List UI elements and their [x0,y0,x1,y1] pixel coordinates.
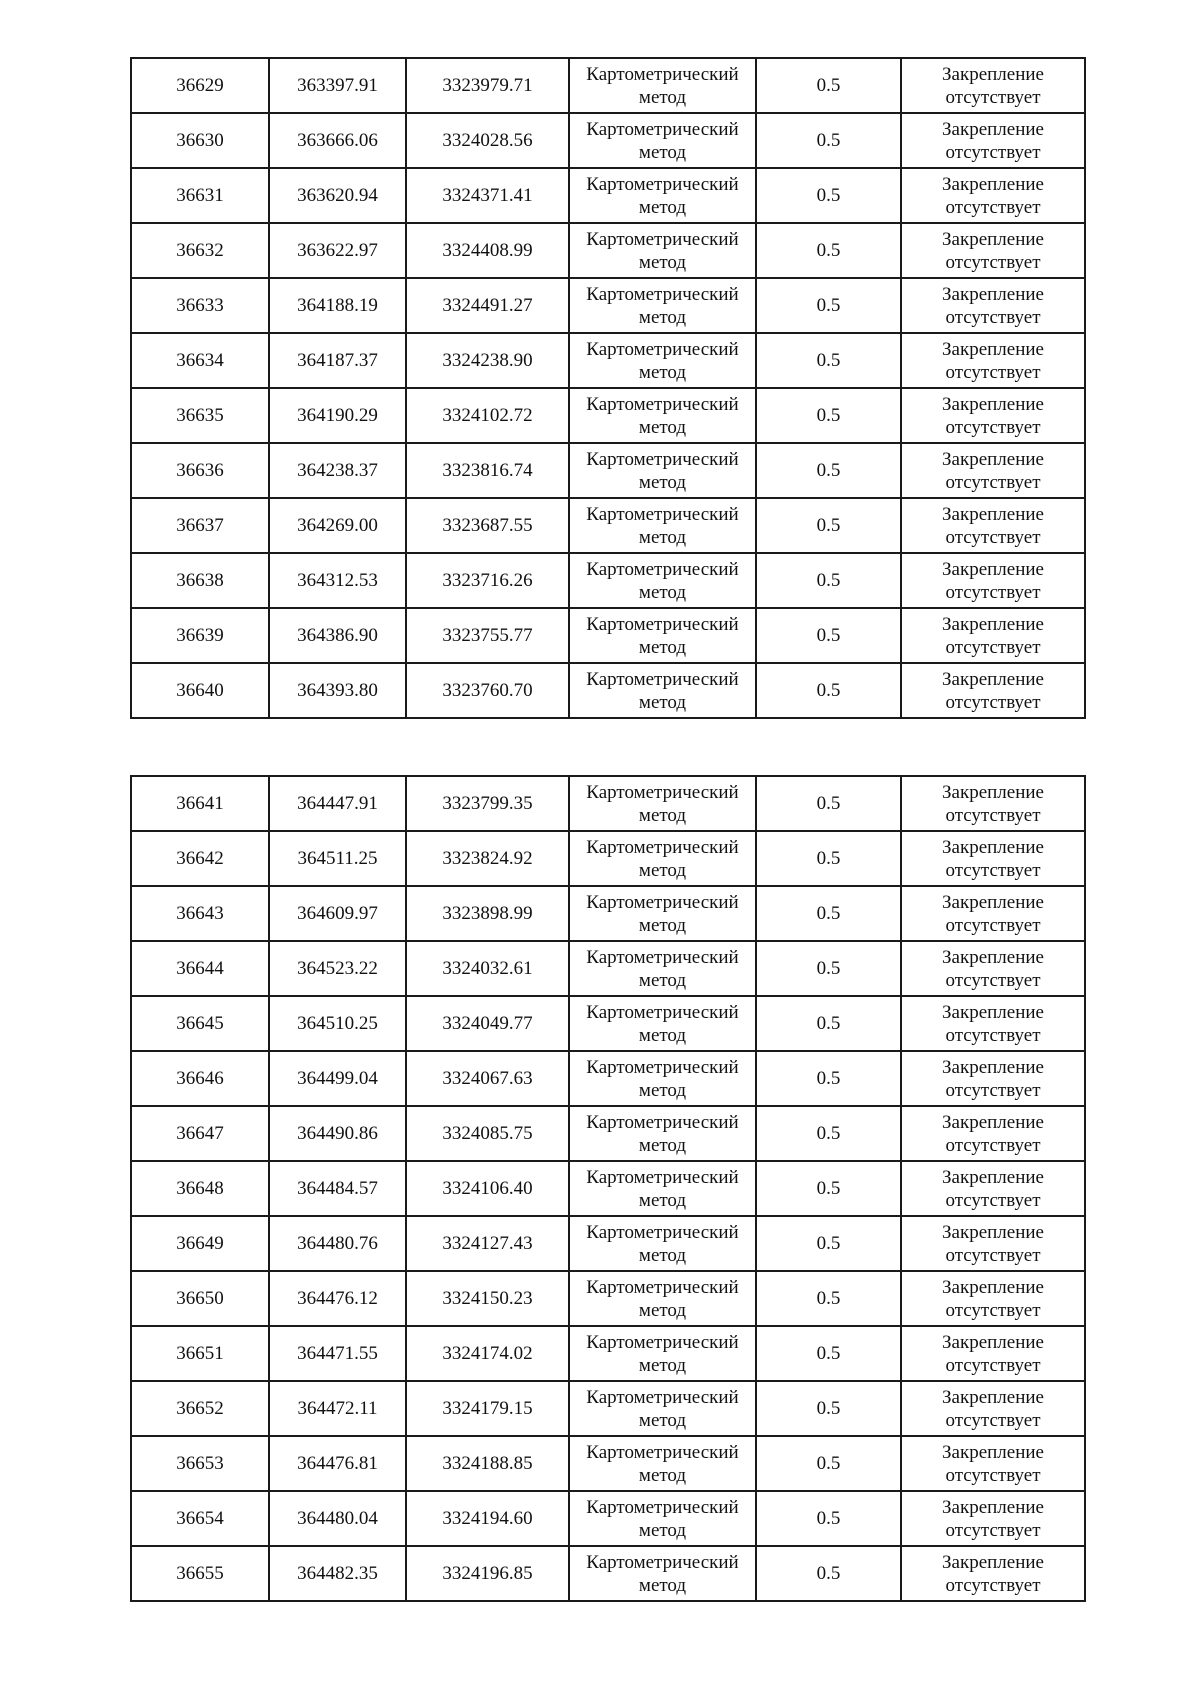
method-cell-line: Картометрический [586,283,739,305]
y-coordinate-cell: 3324194.60 [406,1491,569,1546]
method-cell-line: метод [638,306,687,328]
accuracy-cell: 0.5 [756,1271,901,1326]
mark-description-cell [901,278,1085,333]
accuracy-cell: 0.5 [756,1106,901,1161]
accuracy-cell: 0.5 [756,1161,901,1216]
method-cell-line: метод [638,1134,687,1156]
x-coordinate-cell: 363620.94 [269,168,406,223]
mark-description-cell-line: отсутствует [945,86,1041,108]
y-coordinate-cell: 3323898.99 [406,886,569,941]
method-cell-line: Картометрический [586,1441,739,1463]
point-number-cell: 36653 [131,1436,269,1491]
point-number-cell: 36649 [131,1216,269,1271]
method-cell-line: метод [638,361,687,383]
mark-description-cell [901,1546,1085,1601]
mark-description-cell-line: Закрепление [942,118,1044,140]
method-cell-line: Картометрический [586,668,739,690]
method-cell-line: Картометрический [586,63,739,85]
y-coordinate-cell: 3323816.74 [406,443,569,498]
method-cell-line: метод [638,859,687,881]
mark-description-cell [901,223,1085,278]
mark-description-cell [901,498,1085,553]
method-cell [569,1161,756,1216]
method-cell-line: Картометрический [586,503,739,525]
method-cell-line: метод [638,691,687,713]
y-coordinate-cell: 3323979.71 [406,58,569,113]
method-cell [569,168,756,223]
mark-description-cell [901,1326,1085,1381]
mark-description-cell-line: Закрепление [942,1331,1044,1353]
method-cell-line: метод [638,804,687,826]
mark-description-cell [901,941,1085,996]
y-coordinate-cell: 3324491.27 [406,278,569,333]
table-row [131,608,1085,663]
method-cell-line: Картометрический [586,1331,739,1353]
mark-description-cell [901,553,1085,608]
coordinates-table-1 [130,57,1086,719]
method-cell-line: Картометрический [586,1276,739,1298]
y-coordinate-cell: 3323716.26 [406,553,569,608]
mark-description-cell-line: отсутствует [945,251,1041,273]
mark-description-cell-line: отсутствует [945,141,1041,163]
mark-description-cell-line: Закрепление [942,558,1044,580]
y-coordinate-cell: 3324028.56 [406,113,569,168]
method-cell-line: метод [638,526,687,548]
table-row [131,776,1085,831]
method-cell [569,58,756,113]
method-cell [569,333,756,388]
method-cell-line: метод [638,1519,687,1541]
table-row [131,941,1085,996]
table-row [131,443,1085,498]
accuracy-cell: 0.5 [756,1216,901,1271]
mark-description-cell [901,1381,1085,1436]
method-cell-line: Картометрический [586,228,739,250]
mark-description-cell-line: отсутствует [945,1519,1041,1541]
table-row [131,1216,1085,1271]
method-cell [569,113,756,168]
method-cell-line: метод [638,86,687,108]
mark-description-cell-line: Закрепление [942,946,1044,968]
point-number-cell: 36643 [131,886,269,941]
method-cell-line: Картометрический [586,1551,739,1573]
method-cell [569,553,756,608]
method-cell-line: метод [638,416,687,438]
mark-description-cell-line: Закрепление [942,1496,1044,1518]
method-cell-line: метод [638,1244,687,1266]
table-row [131,1381,1085,1436]
point-number-cell: 36645 [131,996,269,1051]
y-coordinate-cell: 3324188.85 [406,1436,569,1491]
accuracy-cell: 0.5 [756,58,901,113]
accuracy-cell: 0.5 [756,1051,901,1106]
table-row [131,996,1085,1051]
mark-description-cell-line: отсутствует [945,1409,1041,1431]
mark-description-cell [901,886,1085,941]
method-cell [569,663,756,718]
method-cell-line: Картометрический [586,1166,739,1188]
method-cell-line: метод [638,251,687,273]
method-cell [569,1271,756,1326]
accuracy-cell: 0.5 [756,168,901,223]
table-row [131,663,1085,718]
y-coordinate-cell: 3323799.35 [406,776,569,831]
mark-description-cell-line: Закрепление [942,228,1044,250]
mark-description-cell-line: Закрепление [942,1386,1044,1408]
y-coordinate-cell: 3324238.90 [406,333,569,388]
y-coordinate-cell: 3324102.72 [406,388,569,443]
method-cell-line: метод [638,1464,687,1486]
y-coordinate-cell: 3324049.77 [406,996,569,1051]
y-coordinate-cell: 3324067.63 [406,1051,569,1106]
method-cell [569,1546,756,1601]
point-number-cell: 36647 [131,1106,269,1161]
mark-description-cell-line: отсутствует [945,1189,1041,1211]
mark-description-cell-line: Закрепление [942,613,1044,635]
point-number-cell: 36634 [131,333,269,388]
point-number-cell: 36629 [131,58,269,113]
x-coordinate-cell: 364187.37 [269,333,406,388]
point-number-cell: 36644 [131,941,269,996]
accuracy-cell: 0.5 [756,1326,901,1381]
mark-description-cell-line: отсутствует [945,1134,1041,1156]
method-cell-line: Картометрический [586,613,739,635]
mark-description-cell-line: Закрепление [942,781,1044,803]
method-cell-line: Картометрический [586,1221,739,1243]
mark-description-cell-line: Закрепление [942,1166,1044,1188]
mark-description-cell-line: отсутствует [945,691,1041,713]
x-coordinate-cell: 364476.12 [269,1271,406,1326]
mark-description-cell-line: отсутствует [945,636,1041,658]
method-cell-line: Картометрический [586,448,739,470]
mark-description-cell-line: Закрепление [942,283,1044,305]
mark-description-cell-line: отсутствует [945,1574,1041,1596]
mark-description-cell-line: отсутствует [945,581,1041,603]
point-number-cell: 36640 [131,663,269,718]
y-coordinate-cell: 3324106.40 [406,1161,569,1216]
mark-description-cell-line: отсутствует [945,1354,1041,1376]
x-coordinate-cell: 364312.53 [269,553,406,608]
table-row [131,886,1085,941]
mark-description-cell-line: Закрепление [942,1111,1044,1133]
point-number-cell: 36630 [131,113,269,168]
y-coordinate-cell: 3324179.15 [406,1381,569,1436]
method-cell-line: Картометрический [586,1001,739,1023]
mark-description-cell-line: отсутствует [945,306,1041,328]
y-coordinate-cell: 3324371.41 [406,168,569,223]
table-row [131,831,1085,886]
mark-description-cell [901,58,1085,113]
accuracy-cell: 0.5 [756,941,901,996]
method-cell-line: метод [638,1299,687,1321]
accuracy-cell: 0.5 [756,278,901,333]
y-coordinate-cell: 3324174.02 [406,1326,569,1381]
table-row [131,1271,1085,1326]
x-coordinate-cell: 364484.57 [269,1161,406,1216]
mark-description-cell [901,113,1085,168]
mark-description-cell-line: Закрепление [942,836,1044,858]
y-coordinate-cell: 3323755.77 [406,608,569,663]
method-cell [569,223,756,278]
mark-description-cell-line: отсутствует [945,1024,1041,1046]
method-cell [569,831,756,886]
mark-description-cell-line: отсутствует [945,361,1041,383]
method-cell-line: метод [638,141,687,163]
mark-description-cell [901,1051,1085,1106]
y-coordinate-cell: 3323760.70 [406,663,569,718]
point-number-cell: 36652 [131,1381,269,1436]
mark-description-cell-line: Закрепление [942,1441,1044,1463]
x-coordinate-cell: 364447.91 [269,776,406,831]
method-cell [569,1326,756,1381]
mark-description-cell-line: Закрепление [942,1056,1044,1078]
point-number-cell: 36632 [131,223,269,278]
method-cell [569,886,756,941]
x-coordinate-cell: 364472.11 [269,1381,406,1436]
mark-description-cell [901,831,1085,886]
table-row [131,168,1085,223]
x-coordinate-cell: 364476.81 [269,1436,406,1491]
method-cell-line: метод [638,1574,687,1596]
method-cell [569,498,756,553]
mark-description-cell [901,996,1085,1051]
mark-description-cell-line: Закрепление [942,891,1044,913]
method-cell-line: метод [638,471,687,493]
point-number-cell: 36642 [131,831,269,886]
point-number-cell: 36633 [131,278,269,333]
table-row [131,388,1085,443]
mark-description-cell-line: Закрепление [942,503,1044,525]
mark-description-cell-line: отсутствует [945,1244,1041,1266]
mark-description-cell [901,1436,1085,1491]
x-coordinate-cell: 364269.00 [269,498,406,553]
table-row [131,1491,1085,1546]
accuracy-cell: 0.5 [756,223,901,278]
coordinates-table-2 [130,775,1086,1602]
x-coordinate-cell: 364510.25 [269,996,406,1051]
accuracy-cell: 0.5 [756,1491,901,1546]
mark-description-cell [901,1271,1085,1326]
method-cell [569,996,756,1051]
method-cell-line: метод [638,914,687,936]
method-cell-line: Картометрический [586,781,739,803]
accuracy-cell: 0.5 [756,443,901,498]
mark-description-cell-line: Закрепление [942,393,1044,415]
x-coordinate-cell: 364393.80 [269,663,406,718]
mark-description-cell [901,443,1085,498]
method-cell-line: Картометрический [586,946,739,968]
accuracy-cell: 0.5 [756,996,901,1051]
accuracy-cell: 0.5 [756,663,901,718]
table-row [131,553,1085,608]
x-coordinate-cell: 363622.97 [269,223,406,278]
mark-description-cell [901,608,1085,663]
point-number-cell: 36635 [131,388,269,443]
mark-description-cell [901,1491,1085,1546]
method-cell [569,278,756,333]
method-cell-line: метод [638,581,687,603]
x-coordinate-cell: 364238.37 [269,443,406,498]
point-number-cell: 36651 [131,1326,269,1381]
mark-description-cell-line: Закрепление [942,668,1044,690]
method-cell-line: Картометрический [586,558,739,580]
x-coordinate-cell: 364471.55 [269,1326,406,1381]
y-coordinate-cell: 3323687.55 [406,498,569,553]
mark-description-cell-line: отсутствует [945,1299,1041,1321]
mark-description-cell [901,333,1085,388]
table-row [131,1161,1085,1216]
mark-description-cell-line: отсутствует [945,914,1041,936]
mark-description-cell-line: Закрепление [942,173,1044,195]
method-cell-line: метод [638,636,687,658]
method-cell-line: Картометрический [586,118,739,140]
method-cell [569,1216,756,1271]
mark-description-cell-line: Закрепление [942,1551,1044,1573]
point-number-cell: 36655 [131,1546,269,1601]
mark-description-cell [901,663,1085,718]
method-cell [569,388,756,443]
accuracy-cell: 0.5 [756,333,901,388]
mark-description-cell-line: отсутствует [945,1079,1041,1101]
x-coordinate-cell: 364480.76 [269,1216,406,1271]
mark-description-cell-line: отсутствует [945,196,1041,218]
x-coordinate-cell: 364386.90 [269,608,406,663]
x-coordinate-cell: 364482.35 [269,1546,406,1601]
method-cell-line: Картометрический [586,1386,739,1408]
mark-description-cell [901,168,1085,223]
mark-description-cell [901,388,1085,443]
method-cell-line: метод [638,196,687,218]
accuracy-cell: 0.5 [756,831,901,886]
accuracy-cell: 0.5 [756,1546,901,1601]
point-number-cell: 36648 [131,1161,269,1216]
method-cell [569,443,756,498]
accuracy-cell: 0.5 [756,1381,901,1436]
method-cell-line: Картометрический [586,1056,739,1078]
y-coordinate-cell: 3324196.85 [406,1546,569,1601]
method-cell-line: метод [638,1024,687,1046]
mark-description-cell-line: отсутствует [945,416,1041,438]
point-number-cell: 36639 [131,608,269,663]
mark-description-cell-line: отсутствует [945,969,1041,991]
x-coordinate-cell: 364609.97 [269,886,406,941]
method-cell-line: метод [638,1409,687,1431]
x-coordinate-cell: 363397.91 [269,58,406,113]
method-cell-line: Картометрический [586,393,739,415]
table-row [131,1436,1085,1491]
table-row [131,1546,1085,1601]
x-coordinate-cell: 363666.06 [269,113,406,168]
mark-description-cell-line: отсутствует [945,526,1041,548]
accuracy-cell: 0.5 [756,553,901,608]
accuracy-cell: 0.5 [756,886,901,941]
point-number-cell: 36636 [131,443,269,498]
table-row [131,223,1085,278]
table-row [131,113,1085,168]
table-row [131,1106,1085,1161]
x-coordinate-cell: 364511.25 [269,831,406,886]
y-coordinate-cell: 3324085.75 [406,1106,569,1161]
method-cell [569,1381,756,1436]
mark-description-cell [901,1106,1085,1161]
table-row [131,333,1085,388]
y-coordinate-cell: 3324127.43 [406,1216,569,1271]
mark-description-cell [901,1161,1085,1216]
mark-description-cell-line: отсутствует [945,1464,1041,1486]
accuracy-cell: 0.5 [756,113,901,168]
table-row [131,498,1085,553]
method-cell [569,608,756,663]
table-row [131,1326,1085,1381]
method-cell [569,941,756,996]
mark-description-cell-line: отсутствует [945,804,1041,826]
method-cell [569,1051,756,1106]
mark-description-cell-line: Закрепление [942,1276,1044,1298]
mark-description-cell-line: Закрепление [942,63,1044,85]
y-coordinate-cell: 3324150.23 [406,1271,569,1326]
y-coordinate-cell: 3324032.61 [406,941,569,996]
table-row [131,1051,1085,1106]
method-cell-line: Картометрический [586,891,739,913]
accuracy-cell: 0.5 [756,388,901,443]
x-coordinate-cell: 364188.19 [269,278,406,333]
method-cell-line: метод [638,1079,687,1101]
point-number-cell: 36646 [131,1051,269,1106]
method-cell-line: метод [638,969,687,991]
point-number-cell: 36641 [131,776,269,831]
mark-description-cell [901,1216,1085,1271]
mark-description-cell [901,776,1085,831]
mark-description-cell-line: отсутствует [945,859,1041,881]
table-row [131,278,1085,333]
method-cell-line: метод [638,1189,687,1211]
method-cell-line: Картометрический [586,1111,739,1133]
method-cell-line: Картометрический [586,173,739,195]
mark-description-cell-line: отсутствует [945,471,1041,493]
method-cell-line: Картометрический [586,1496,739,1518]
method-cell [569,1491,756,1546]
method-cell-line: Картометрический [586,836,739,858]
method-cell-line: метод [638,1354,687,1376]
method-cell-line: Картометрический [586,338,739,360]
x-coordinate-cell: 364190.29 [269,388,406,443]
method-cell [569,776,756,831]
accuracy-cell: 0.5 [756,498,901,553]
method-cell [569,1436,756,1491]
accuracy-cell: 0.5 [756,1436,901,1491]
x-coordinate-cell: 364480.04 [269,1491,406,1546]
x-coordinate-cell: 364523.22 [269,941,406,996]
x-coordinate-cell: 364499.04 [269,1051,406,1106]
y-coordinate-cell: 3323824.92 [406,831,569,886]
point-number-cell: 36637 [131,498,269,553]
mark-description-cell-line: Закрепление [942,1001,1044,1023]
mark-description-cell-line: Закрепление [942,448,1044,470]
x-coordinate-cell: 364490.86 [269,1106,406,1161]
mark-description-cell-line: Закрепление [942,338,1044,360]
point-number-cell: 36654 [131,1491,269,1546]
method-cell [569,1106,756,1161]
y-coordinate-cell: 3324408.99 [406,223,569,278]
point-number-cell: 36638 [131,553,269,608]
accuracy-cell: 0.5 [756,608,901,663]
table-row [131,58,1085,113]
point-number-cell: 36631 [131,168,269,223]
mark-description-cell-line: Закрепление [942,1221,1044,1243]
accuracy-cell: 0.5 [756,776,901,831]
point-number-cell: 36650 [131,1271,269,1326]
